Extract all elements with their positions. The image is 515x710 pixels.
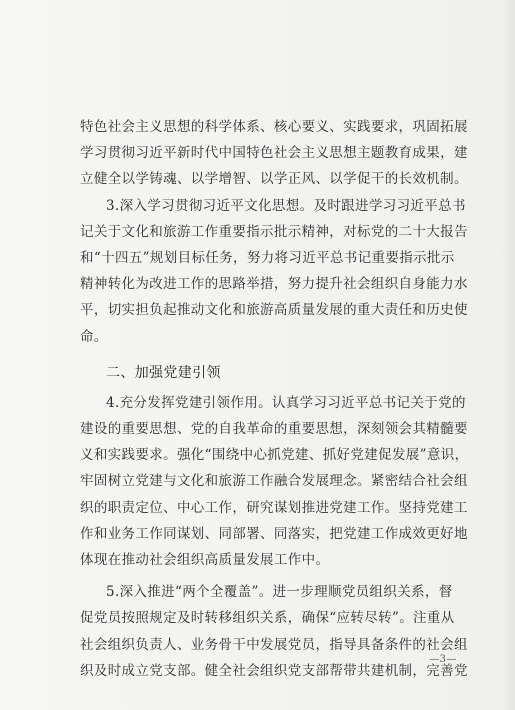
text-line: 特色社会主义思想的科学体系、核心要义、实践要求，巩固拓展 (80, 119, 468, 135)
text-line: 学习贯彻习近平新时代中国特色社会主义思想主题教育成果，建 (80, 145, 468, 162)
text-line: 5.深入推进“两个全覆盖”。进一步理顺党员组织关系，督 (106, 584, 453, 601)
text-line: 织的职责定位、中心工作，研究谋划推进党建工作。坚持党建工 (80, 499, 468, 516)
page-number: —3— (429, 654, 457, 665)
scan-edge (501, 0, 515, 710)
paragraph (80, 579, 468, 684)
text-line: 记关于文化和旅游工作重要指示批示精神，对标党的二十大报告 (80, 223, 468, 240)
paragraph (80, 193, 468, 350)
text-line: 促党员按照规定及时转移组织关系，确保“应转尽转”。注重从 (80, 610, 455, 627)
text-line: 建设的重要思想、党的自我革命的重要思想，深刻领会其精髓要 (80, 421, 468, 438)
document-body (80, 114, 469, 684)
text-line: 织及时成立党支部。健全社会组织党支部帮带共建机制，完善党 (80, 662, 468, 679)
paragraph (80, 390, 469, 573)
paragraph (80, 114, 468, 193)
text-line: 命。 (80, 328, 108, 345)
text-line: 4.充分发挥党建引领作用。认真学习习近平总书记关于党的 (106, 394, 466, 411)
text-line: 社会组织负责人、业务骨干中发展党员，指导具备条件的社会组 (80, 636, 468, 653)
text-line: 和“十四五”规划目标任务，努力将习近平总书记重要指示批示 (80, 249, 455, 266)
text-line: 体现在推动社会组织高质量发展工作中。 (80, 552, 330, 568)
text-line: 义和实践要求。强化“围绕中心抓党建、抓好党建促发展”意识， (80, 447, 469, 464)
text-line: 3.深入学习贯彻习近平文化思想。及时跟进学习习近平总书 (106, 197, 466, 214)
text-line: 立健全以学铸魂、以学增智、以学正风、以学促干的长效机制。 (80, 171, 468, 188)
text-line: 作和业务工作同谋划、同部署、同落实，把党建工作成效更好地 (80, 525, 468, 542)
section-heading: 二、加强党建引领 (106, 364, 221, 381)
text-line: 平，切实担负起推动文化和旅游高质量发展的重大责任和历史使 (80, 302, 468, 319)
text-line: 精神转化为改进工作的思路举措，努力提升社会组织自身能力水 (80, 276, 468, 293)
text-line: 牢固树立党建与文化和旅游工作融合发展理念。紧密结合社会组 (80, 473, 468, 490)
